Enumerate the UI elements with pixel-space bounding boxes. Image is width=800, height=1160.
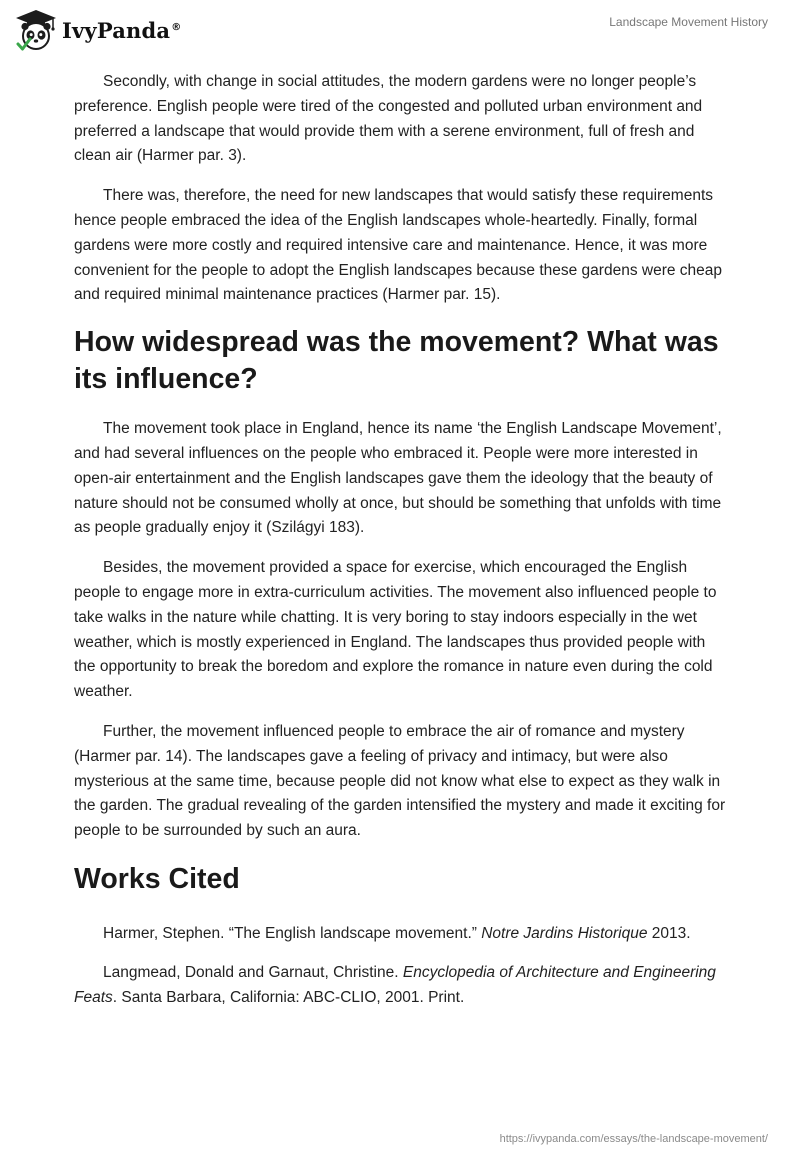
paragraph: There was, therefore, the need for new landscapes that would satisfy these requirements hence people embraced the idea of the English landscapes whole-heartedly. Finally, formal gardens were more costly and required intensive care and maintenance. Hence, it was more convenient for the people to adopt the English landscapes because these gardens were cheap and required minimal maintenance practices (Harmer par. 15). [74, 187, 723, 304]
citation-entry: Harmer, Stephen. “The English landscape movement.” Notre Jardins Historique 2013. [103, 924, 691, 942]
panda-graduate-icon [14, 8, 58, 52]
page-header [0, 0, 800, 62]
brand-name: IvyPanda® [62, 17, 182, 43]
page-title: Landscape Movement History [609, 15, 768, 29]
paragraph: Secondly, with change in social attitudes, the modern gardens were no longer people’s preference. English people were tired of the congested and polluted urban environment and preferred a landscape that would provide them with a serene environment, full of fresh and clean air (Harmer par. 3). [74, 73, 703, 165]
section-heading: How widespread was the movement? What was its influence? [74, 326, 719, 396]
paragraph: The movement took place in England, hence its name ‘the English Landscape Movement’, and had several influences on the people who embraced it. People were more interested in open-air entertainment and the English landscapes gave them the ideology that the beauty of nature should not be consumed wholly at once, but should be something that unfolds with time as people gradually enjoy it (Szilágyi 183). [74, 420, 722, 537]
works-cited-heading: Works Cited [74, 862, 240, 895]
ivypanda-logo[interactable] [14, 8, 181, 52]
source-url[interactable]: https://ivypanda.com/essays/the-landscape-movement/ [499, 1133, 768, 1145]
paragraph: Further, the movement influenced people to embrace the air of romance and mystery (Harmer par. 14). The landscapes gave a feeling of privacy and intimacy, but were also mysterious at the same time, because people did not know what else to expect as they walk in the garden. The gradual revealing of the garden intensified the mystery and made it exciting for people to be surrounded by such an aura. [74, 722, 726, 840]
citation-entry: Langmead, Donald and Garnaut, Christine. Encyclopedia of Architecture and Engineering Feats. Santa Barbara, California: ABC-CLIO, 2001. Print. [74, 963, 716, 1006]
paragraph: Besides, the movement provided a space for exercise, which encouraged the English people to engage more in extra-curriculum activities. The movement also influenced people to take walks in the nature while chatting. It is very boring to stay indoors especially in the wet weather, which is mostly experienced in England. The landscapes thus provided people with the opportunity to break the boredom and explore the romance in nature even during the cold weather. [74, 559, 717, 701]
essay-content [74, 70, 728, 1024]
